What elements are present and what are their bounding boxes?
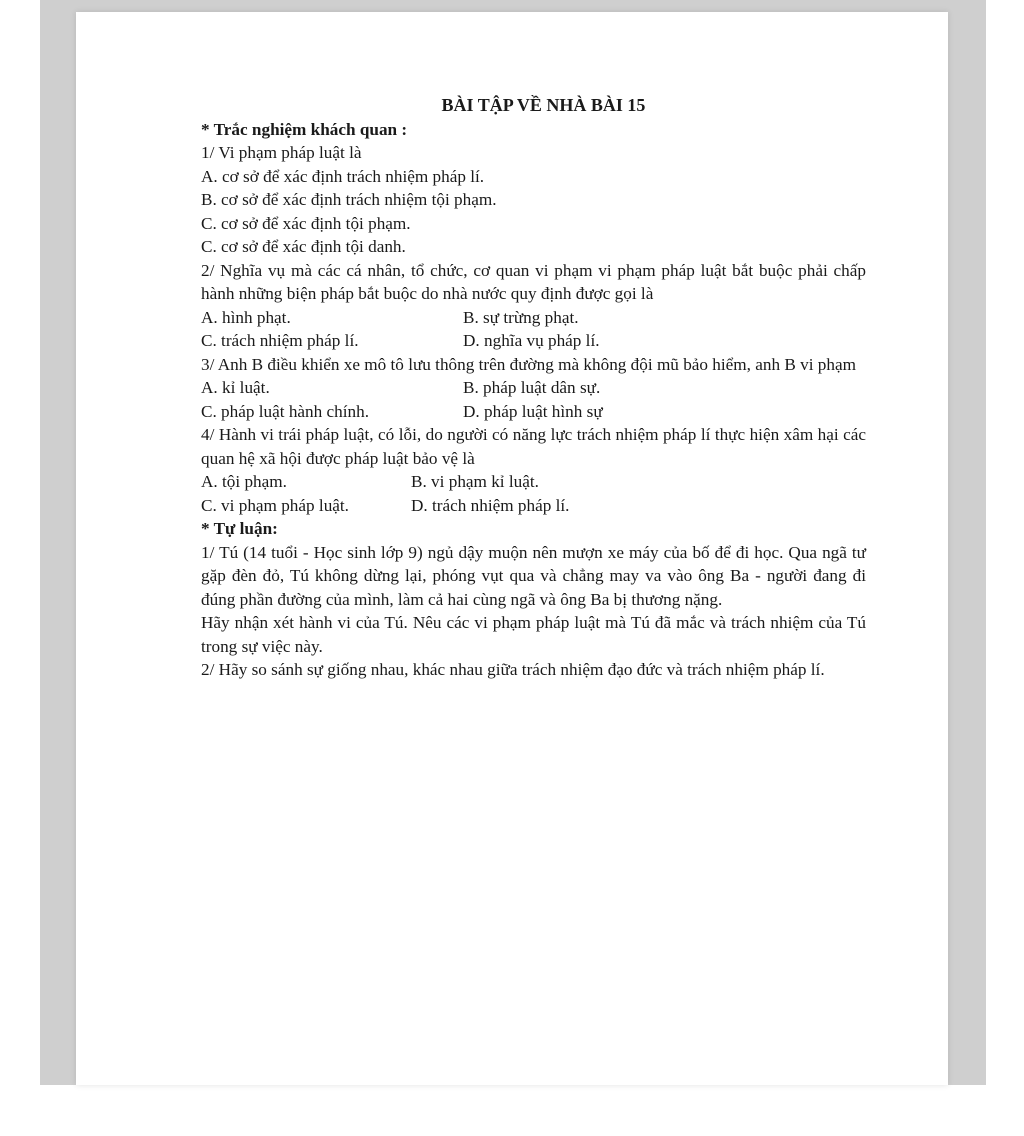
question-3: 3/ Anh B điều khiển xe mô tô lưu thông trên đường mà không đội mũ bảo hiểm, anh B vi phạm	[201, 354, 856, 374]
question-2: 2/ Nghĩa vụ mà các cá nhân, tổ chức, cơ quan vi phạm vi phạm pháp luật bắt buộc phải chấp hành những biện pháp bắt buộc do nhà nước quy định được gọi là	[201, 260, 866, 303]
document-content	[201, 94, 866, 682]
section-heading-essay: * Tự luận:	[201, 519, 278, 538]
q3-option-a: A. kỉ luật.	[201, 378, 270, 397]
q3-option-b: B. pháp luật dân sự.	[463, 378, 601, 397]
q2-option-d: D. nghĩa vụ pháp lí.	[463, 331, 600, 350]
section-heading-objective: * Trắc nghiệm khách quan :	[201, 119, 408, 139]
q3-option-d: D. pháp luật hình sự	[463, 401, 603, 421]
q4-option-a: A. tội phạm.	[201, 472, 287, 491]
q4-options-row-2	[201, 494, 866, 518]
question-1: 1/ Vi phạm pháp luật là	[201, 143, 362, 162]
q4-options-row-1	[201, 470, 866, 494]
q2-options-row-1	[201, 306, 866, 330]
document-page	[76, 12, 948, 1085]
q4-option-d: D. trách nhiệm pháp lí.	[411, 495, 570, 515]
essay-question-1-task: Hãy nhận xét hành vi của Tú. Nêu các vi phạm pháp luật mà Tú đã mắc và trách nhiệm của Tú trong sự việc này.	[201, 613, 866, 656]
q3-option-c: C. pháp luật hành chính.	[201, 401, 370, 421]
q1-option-d: C. cơ sở để xác định tội danh.	[201, 237, 406, 256]
essay-question-2: 2/ Hãy so sánh sự giống nhau, khác nhau giữa trách nhiệm đạo đức và trách nhiệm pháp lí.	[201, 660, 825, 679]
essay-question-1: 1/ Tú (14 tuổi - Học sinh lớp 9) ngủ dậy muộn nên mượn xe máy của bố để đi học. Qua ngã tư gặp đèn đỏ, Tú không dừng lại, phóng vụt qua và chẳng may va vào ông Ba - người đang đi đúng phần đường của mình, làm cả hai cùng ngã và ông Ba bị thương nặng.	[201, 542, 866, 609]
page-title: BÀI TẬP VỀ NHÀ BÀI 15	[441, 95, 646, 115]
q1-option-a: A. cơ sở để xác định trách nhiệm pháp lí.	[201, 166, 485, 186]
q2-option-b: B. sự trừng phạt.	[463, 307, 579, 327]
q4-option-c: C. vi phạm pháp luật.	[201, 495, 349, 515]
q1-option-b: B. cơ sở để xác định trách nhiệm tội phạm.	[201, 190, 497, 209]
q2-options-row-2	[201, 329, 866, 353]
question-4: 4/ Hành vi trái pháp luật, có lỗi, do người có năng lực trách nhiệm pháp lí thực hiện xâm hại các quan hệ xã hội được pháp luật bảo vệ là	[201, 425, 866, 468]
q1-option-c: C. cơ sở để xác định tội phạm.	[201, 213, 411, 233]
q2-option-a: A. hình phạt.	[201, 307, 291, 327]
q3-options-row-1	[201, 376, 866, 400]
q3-options-row-2	[201, 400, 866, 424]
q4-option-b: B. vi phạm kỉ luật.	[411, 472, 539, 491]
q2-option-c: C. trách nhiệm pháp lí.	[201, 331, 359, 350]
